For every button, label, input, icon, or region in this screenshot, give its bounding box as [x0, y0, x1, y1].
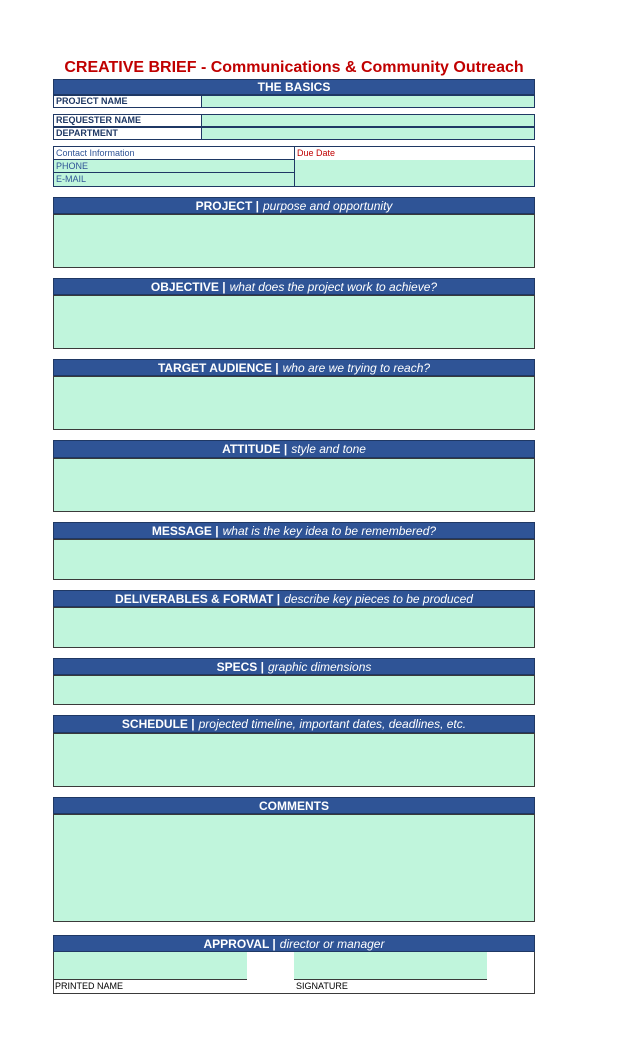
printed-name-field[interactable]	[54, 952, 247, 980]
approval-subtitle: director or manager	[279, 936, 385, 951]
basics-header	[53, 79, 535, 95]
schedule-field[interactable]	[53, 733, 535, 787]
section-title: OBJECTIVE |	[150, 279, 226, 294]
project-name-label: PROJECT NAME	[54, 96, 202, 107]
section-subtitle: purpose and opportunity	[262, 198, 393, 213]
section-title: SPECS |	[216, 659, 264, 674]
schedule-header	[53, 715, 535, 733]
section-subtitle: style and tone	[291, 442, 366, 456]
approval-title: APPROVAL |	[203, 936, 276, 951]
requester-name-field[interactable]	[202, 115, 534, 126]
message-header	[53, 522, 535, 539]
email-field[interactable]: E-MAIL	[54, 173, 295, 186]
printed-name-label: PRINTED NAME	[55, 981, 124, 991]
project-field[interactable]	[53, 214, 535, 268]
department-field[interactable]	[202, 128, 534, 139]
basics-header-label: THE BASICS	[257, 80, 331, 94]
section-title: PROJECT |	[195, 198, 259, 213]
section-subtitle: graphic dimensions	[267, 659, 372, 674]
section-title: COMMENTS	[259, 798, 329, 813]
section-title: MESSAGE |	[151, 523, 219, 538]
due-date-label: Due Date	[295, 147, 534, 161]
phone-field[interactable]: PHONE	[54, 160, 295, 173]
requester-name-label: REQUESTER NAME	[54, 115, 202, 126]
target-audience-header	[53, 359, 535, 376]
section-title: ATTITUDE |	[222, 442, 288, 456]
comments-header	[53, 797, 535, 814]
due-date-field[interactable]	[295, 160, 534, 186]
deliverables-field[interactable]	[53, 607, 535, 648]
target-audience-field[interactable]	[53, 376, 535, 430]
project-header	[53, 197, 535, 214]
department-row	[53, 127, 535, 140]
approval-header	[53, 935, 535, 952]
signature-field[interactable]	[294, 952, 487, 980]
objective-field[interactable]	[53, 295, 535, 349]
section-title: TARGET AUDIENCE |	[157, 360, 279, 375]
project-name-field[interactable]	[202, 96, 534, 107]
specs-field[interactable]	[53, 675, 535, 705]
department-label: DEPARTMENT	[54, 128, 202, 139]
section-subtitle: who are we trying to reach?	[282, 360, 431, 375]
objective-header	[53, 278, 535, 295]
contact-block	[53, 146, 535, 187]
section-subtitle: what is the key idea to be remembered?	[222, 523, 437, 538]
requester-name-row	[53, 114, 535, 127]
contact-information-label: Contact Information	[54, 147, 295, 160]
comments-field[interactable]	[53, 814, 535, 922]
deliverables-header	[53, 590, 535, 607]
approval-block	[53, 952, 535, 994]
attitude-field[interactable]	[53, 458, 535, 512]
section-title: DELIVERABLES & FORMAT |	[115, 591, 281, 606]
project-name-row	[53, 95, 535, 108]
section-title: SCHEDULE |	[121, 717, 195, 731]
message-field[interactable]	[53, 539, 535, 580]
section-subtitle: what does the project work to achieve?	[229, 279, 438, 294]
page-title: CREATIVE BRIEF - Communications & Community Outreach	[64, 59, 524, 76]
signature-label: SIGNATURE	[296, 981, 348, 991]
section-subtitle: describe key pieces to be produced	[284, 591, 473, 606]
attitude-header	[53, 440, 535, 458]
section-subtitle: projected timeline, important dates, deadlines, etc.	[198, 717, 467, 731]
specs-header	[53, 658, 535, 675]
